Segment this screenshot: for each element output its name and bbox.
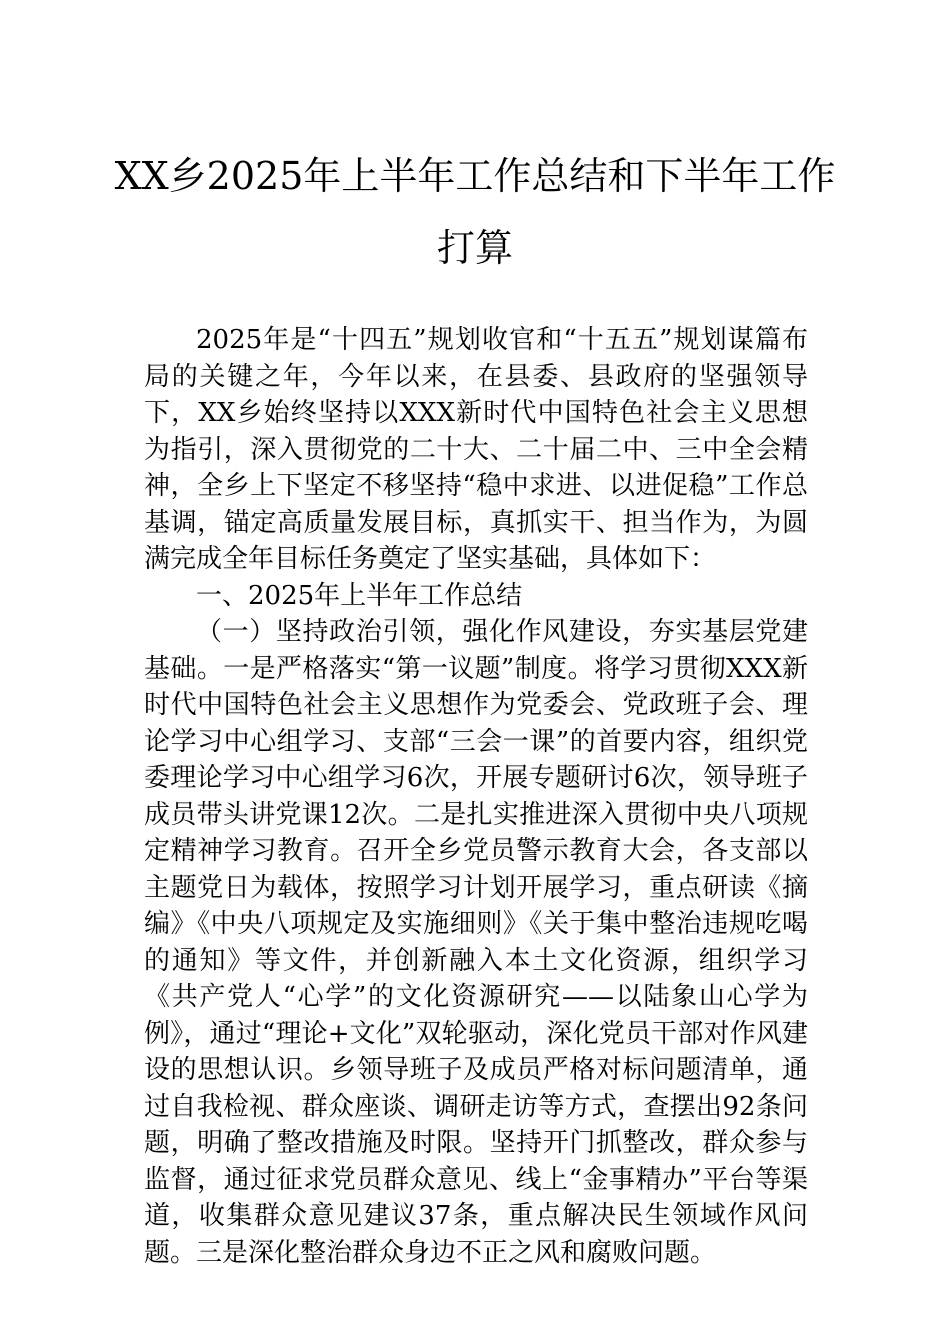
document-body [144,322,808,1271]
section-heading: 一、2025年上半年工作总结 [196,580,523,611]
document-title: XX乡2025年上半年工作总结和下半年工作打算 [114,154,836,270]
intro-paragraph: 2025年是“十四五”规划收官和“十五五”规划谋篇布局的关键之年，今年以来，在县委、县政府的坚强领导下，XX乡始终坚持以XXX新时代中国特色社会主义思想为指引，深入贯彻党的二十大、二十届二中、三中全会精神，全乡上下坚定不移坚持“稳中求进、以进促稳”工作总基调，锚定高质量发展目标，真抓实干、担当作为，为圆满完成全年目标任务奠定了坚实基础，具体如下： [144,325,808,574]
body-paragraph: （一）坚持政治引领，强化作风建设，夯实基层党建基础。一是严格落实“第一议题”制度。将学习贯彻XXX新时代中国特色社会主义思想作为党委会、党政班子会、理论学习中心组学习、支部“三会一课”的首要内容，组织党委理论学习中心组学习6次，开展专题研讨6次，领导班子成员带头讲党课12次。二是扎实推进深入贯彻中央八项规定精神学习教育。召开全乡党员警示教育大会，各支部以主题党日为载体，按照学习计划开展学习，重点研读《摘编》《中央八项规定及实施细则》《关于集中整治违规吃喝的通知》等文件，并创新融入本土文化资源，组织学习《共产党人“心学”的文化资源研究——以陆象山心学为例》，通过“理论+文化”双轮驱动，深化党员干部对作风建设的思想认识。乡领导班子及成员严格对标问题清单，通过自我检视、群众座谈、调研走访等方式，查摆出92条问题，明确了整改措施及时限。坚持开门抓整改，群众参与监督，通过征求党员群众意见、线上“金事精办”平台等渠道，收集群众意见建议37条，重点解决民生领域作风问题。三是深化整治群众身边不正之风和腐败问题。 [144,617,808,1268]
